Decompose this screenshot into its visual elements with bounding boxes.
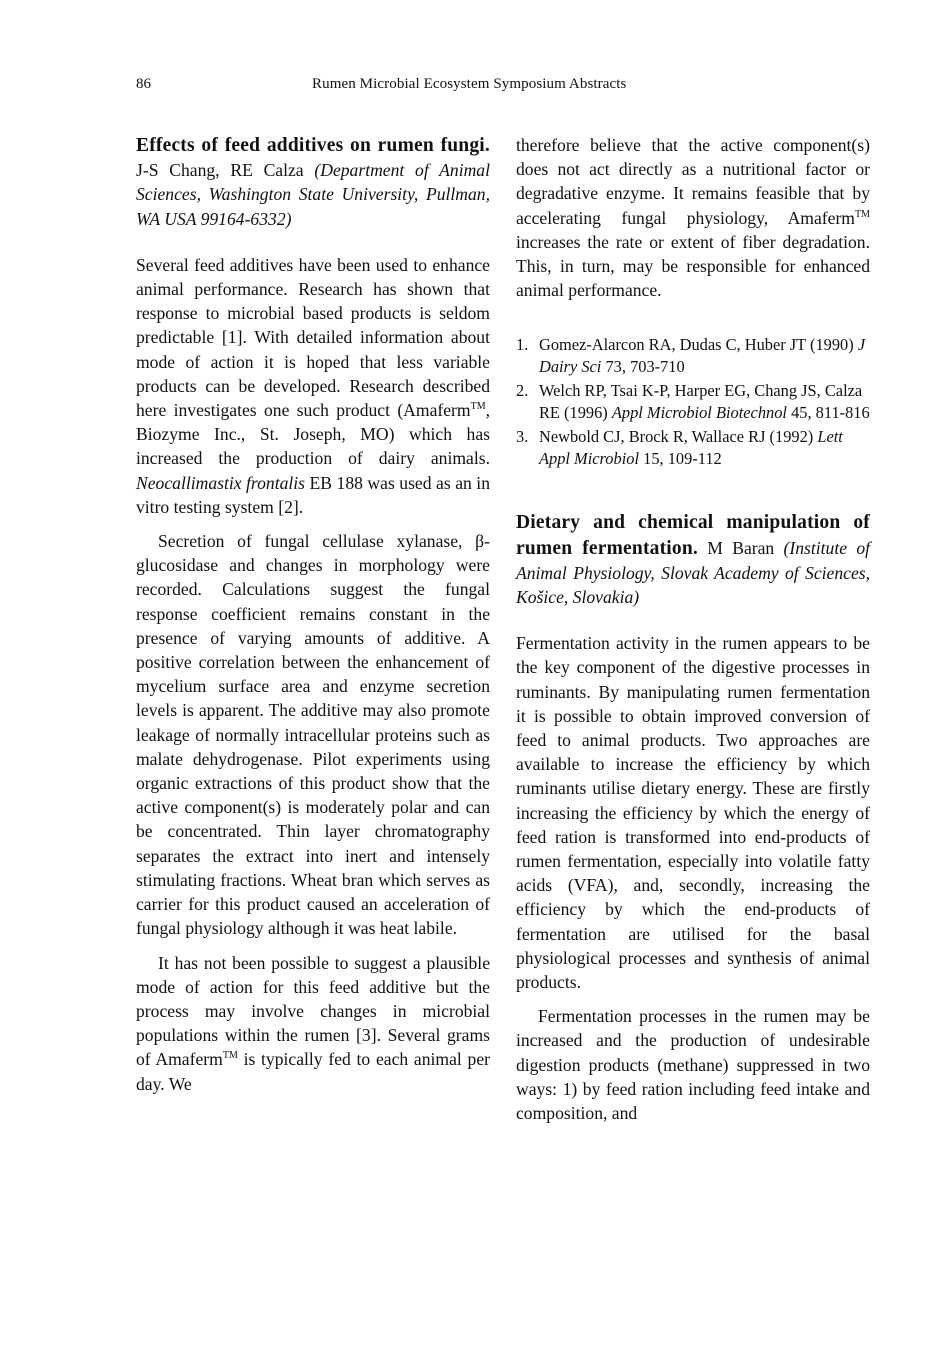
reference-item [516, 426, 870, 470]
abstract1-p1-text-c: EB 188 was used as an in vitro testing system [2]. [136, 472, 490, 517]
abstract1-heading [136, 133, 490, 231]
abstract1-paragraph-2: Secretion of fungal cellulase xylanase, β-glucosidase and changes in morphology were recorded. Calculations suggest the fungal response coefficient remains constant in the presence of varying amounts of additive. A positive correlation between the enhancement of mycelium surface area and enzyme secretion levels is apparent. The additive may also promote leakage of normally intracellular proteins such as malate dehydrogenase. Pilot experiments using organic extractions of this product show that the active component(s) is moderately polar and can be concentrated. Thin layer chromatography separates the extract into inert and intensely stimulating fractions. Wheat bran which serves as carrier for this product caused an acceleration of fungal physiology although it was heat labile. [136, 531, 490, 939]
reference-number: 1. [516, 335, 529, 355]
reference-authors: Newbold CJ, Brock R, Wallace RJ (1992) [539, 427, 814, 447]
abstract1-p3-text-b-cont: therefore believe that the active component(s) does not act directly as a nutritional factor or degradative enzyme. It remains feasible that by accelerating fungal physiology, Amaferm [516, 135, 870, 228]
abstract1-p1-text-b: , Biozyme Inc., St. Joseph, MO) which has increased the production of dairy animals. [136, 400, 490, 469]
abstract1-authors: J-S Chang, RE Calza [136, 160, 304, 181]
species-name: Neocallimastix frontalis [136, 472, 306, 493]
abstract1-paragraph-3 [136, 951, 490, 1096]
reference-details: 73, 703-710 [605, 357, 685, 377]
abstract1-p1-text-a: Several feed additives have been used to enhance animal performance. Research has shown that response to microbial based products is seldom predictable [1]. With detailed information about mode of action it is hoped that less variable products can be developed. Research described here investigates one such product (Amaferm [136, 254, 490, 421]
reference-journal: Appl Microbiol Biotechnol [611, 403, 787, 423]
abstract2-authors: M Baran [707, 537, 775, 558]
running-title: Rumen Microbial Ecosystem Symposium Abstracts [312, 76, 627, 92]
reference-item [516, 380, 870, 424]
trademark-mark: TM [470, 401, 486, 413]
reference-authors: Welch RP, Tsai K-P, Harper EG, Chang JS, Calza RE (1996) [539, 381, 863, 423]
trademark-mark: TM [855, 208, 870, 220]
reference-number: 3. [516, 427, 529, 447]
reference-journal: Lett Appl Microbiol [539, 427, 843, 469]
abstract1-paragraph-1 [136, 253, 490, 519]
abstract2-title: Dietary and chemical manipulation of rumen fermentation. [516, 512, 870, 559]
abstract2-paragraph-1: Fermentation activity in the rumen appears to be the key component of the digestive processes in ruminants. By manipulating rumen fermentation it is possible to obtain improved conversion of feed to animal products. Two approaches are available to increase the efficiency by which ruminants utilise dietary energy. These are firstly increasing the efficiency by which the energy of feed ration is transformed into end-products of rumen fermentation, especially into volatile fatty acids (VFA), and, secondly, increasing the efficiency by which the end-products of fermentation are utilised for the basal physiological processes and synthesis of animal products. [516, 633, 870, 993]
reference-list [516, 334, 870, 470]
reference-details: 15, 109-112 [643, 449, 722, 469]
abstract1-affiliation: (Department of Animal Sciences, Washington State University, Pullman, WA USA 99164-6332) [136, 160, 490, 229]
abstract1-p3-text-c: increases the rate or extent of fiber degradation. This, in turn, may be responsible for enhanced animal performance. [516, 231, 870, 301]
trademark-mark: TM [222, 1050, 238, 1062]
left-column [136, 133, 490, 1096]
abstract2-paragraph-2: Fermentation processes in the rumen may be increased and the production of undesirable digestion products (methane) suppressed in two ways: 1) by feed ration including feed intake and composition, and [516, 1006, 870, 1124]
right-column [516, 133, 870, 1125]
abstract1-title: Effects of feed additives on rumen fungi. [136, 135, 490, 156]
abstract2-heading [516, 510, 870, 609]
abstract1-paragraph-3-continued [516, 133, 870, 302]
reference-journal: J Dairy Sci [539, 335, 866, 377]
abstract2-affiliation: (Institute of Animal Physiology, Slovak Academy of Sciences, Košice, Slovakia) [516, 537, 871, 608]
reference-item [516, 334, 870, 378]
page-number: 86 [136, 76, 151, 92]
reference-details: 45, 811-816 [791, 403, 870, 423]
reference-number: 2. [516, 381, 529, 401]
page-header [0, 64, 930, 94]
reference-authors: Gomez-Alarcon RA, Dudas C, Huber JT (1990) [539, 335, 854, 355]
abstract1-p3-text-a: It has not been possible to suggest a plausible mode of action for this feed additive but the process may involve changes in microbial populations within the rumen [3]. Several grams of Amaferm [136, 952, 490, 1070]
abstract1-p3-text-b: is typically fed to each animal per day. We [136, 1049, 490, 1094]
